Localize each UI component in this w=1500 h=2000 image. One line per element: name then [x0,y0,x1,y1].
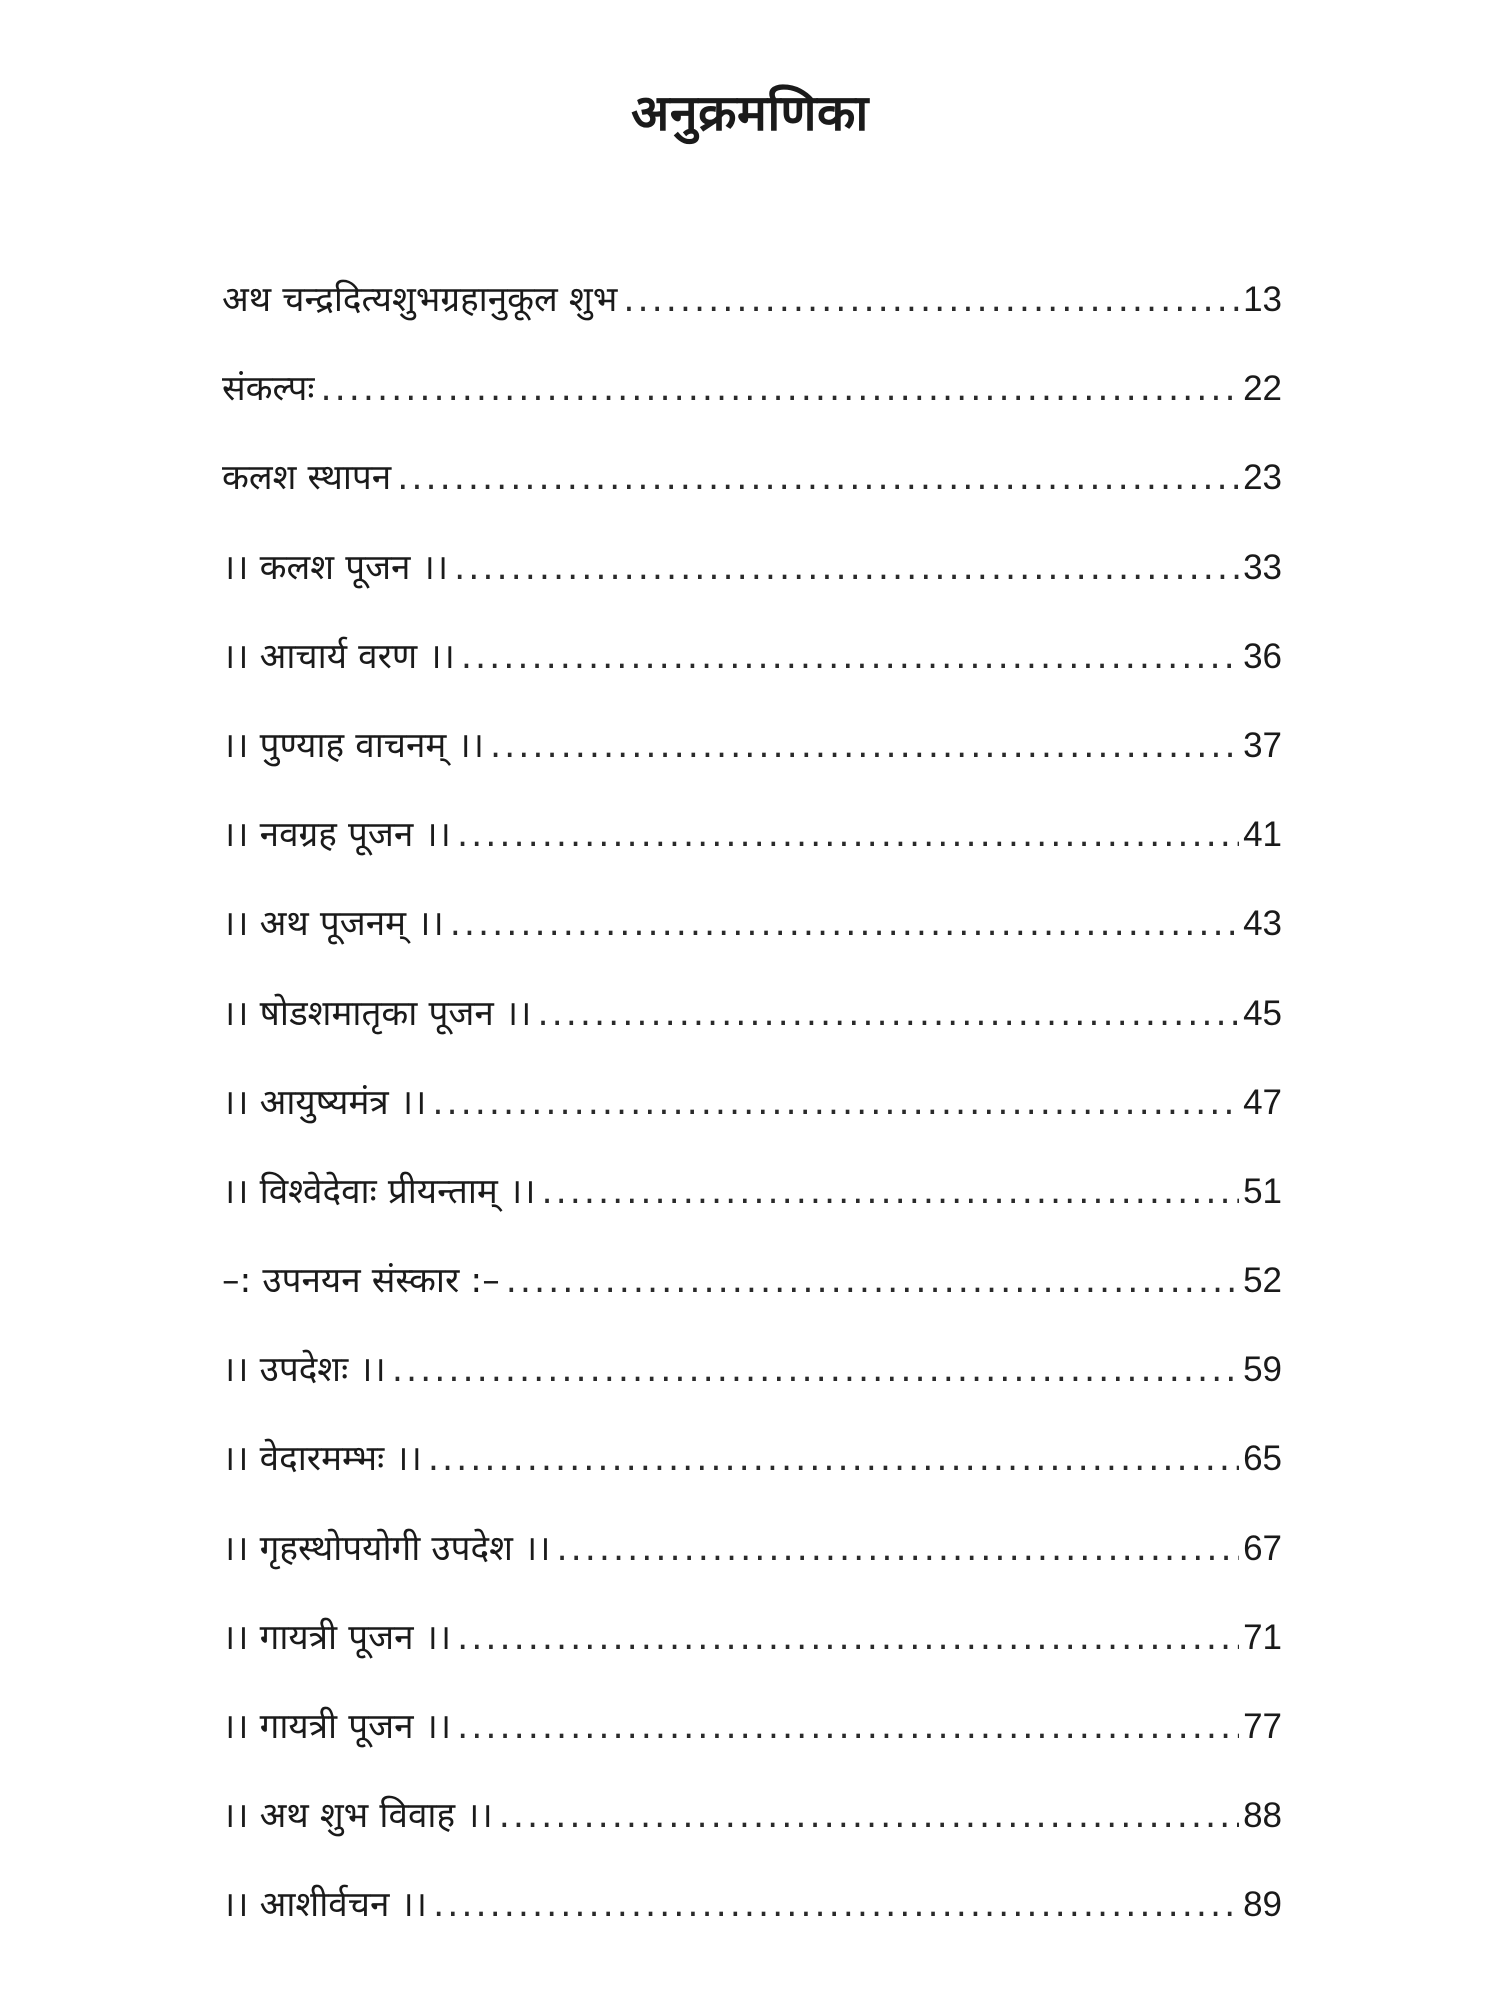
toc-entry-page-number: 37 [1243,725,1282,765]
toc-entry-page-number: 22 [1243,369,1282,409]
toc-entry [222,1519,1282,1608]
toc-entry [222,1786,1282,1875]
toc-entry-label: ।। गृहस्थोपयोगी उपदेश ।। [222,1528,551,1569]
toc-entry-label: ।। वेदारमम्भः ।। [222,1439,422,1480]
toc-entry-page-number: 52 [1243,1261,1282,1301]
toc-entry-page-number: 33 [1243,547,1282,587]
toc-entry-page-number: 59 [1243,1350,1282,1390]
toc-entry-label: संकल्पः [222,369,315,410]
toc-entry-label: ।। विश्वेदेवाः प्रीयन्ताम् ।। [222,1171,536,1212]
toc-entry-page-number: 36 [1243,636,1282,676]
toc-entry [222,359,1282,448]
toc-entry-label: ।। आशीर्वचन ।। [222,1885,428,1926]
table-of-contents [222,270,1282,1965]
dot-leader [450,894,1239,954]
toc-entry-page-number: 13 [1243,280,1282,319]
toc-entry-label: ।। अथ शुभ विवाह ।। [222,1796,493,1837]
dot-leader [461,627,1239,687]
toc-entry-label: ।। कलश पूजन ।। [222,547,449,588]
toc-entry [222,984,1282,1073]
dot-leader [490,716,1239,776]
toc-entry-label: ।। षोडशमातृका पूजन ।। [222,993,532,1034]
dot-leader [537,984,1239,1044]
toc-entry-label: अथ चन्द्रदित्यशुभग्रहानुकूल शुभ [222,280,618,320]
dot-leader [623,270,1239,330]
toc-entry-page-number: 88 [1243,1796,1282,1836]
toc-entry [222,538,1282,627]
toc-entry [222,1697,1282,1786]
toc-entry-label: ।। उपदेशः ।। [222,1350,386,1391]
toc-entry-page-number: 51 [1243,1171,1282,1211]
toc-entry-page-number: 89 [1243,1885,1282,1925]
toc-entry-label: ।। नवग्रह पूजन ।। [222,815,451,856]
toc-entry-page-number: 45 [1243,993,1282,1033]
dot-leader [457,805,1239,865]
toc-entry [222,1429,1282,1518]
toc-entry [222,716,1282,805]
toc-entry [222,270,1282,359]
toc-entry [222,1162,1282,1251]
dot-leader [433,1875,1239,1935]
dot-leader [454,538,1239,598]
toc-entry-page-number: 47 [1243,1082,1282,1122]
toc-entry-label: ।। गायत्री पूजन ।। [222,1617,452,1658]
toc-entry-label: कलश स्थापन [222,458,392,499]
toc-entry-label: ।। पुण्याह वाचनम् ।। [222,725,484,766]
toc-entry-label: ।। आचार्य वरण ।। [222,636,455,677]
toc-entry-page-number: 67 [1243,1528,1282,1568]
toc-entry-label: –: उपनयन संस्कार :– [222,1261,500,1302]
dot-leader [321,359,1240,419]
page-title: अनुक्रमणिका [631,84,869,142]
toc-entry [222,805,1282,894]
toc-entry-page-number: 23 [1243,458,1282,498]
toc-entry-label: ।। अथ पूजनम् ।। [222,904,444,945]
dot-leader [392,1340,1239,1400]
toc-entry-page-number: 43 [1243,904,1282,944]
toc-entry [222,1073,1282,1162]
dot-leader [432,1073,1239,1133]
dot-leader [428,1429,1239,1489]
toc-entry-label: ।। आयुष्यमंत्र ।। [222,1082,427,1123]
dot-leader [499,1786,1239,1846]
toc-entry-label: ।। गायत्री पूजन ।। [222,1707,452,1747]
dot-leader [457,1608,1239,1668]
toc-entry-page-number: 77 [1243,1707,1282,1746]
toc-entry-page-number: 65 [1243,1439,1282,1479]
dot-leader [506,1251,1239,1311]
toc-entry [222,627,1282,716]
toc-entry-page-number: 41 [1243,815,1282,855]
dot-leader [457,1697,1239,1757]
toc-entry [222,448,1282,537]
toc-entry [222,894,1282,983]
dot-leader [541,1162,1239,1222]
toc-entry [222,1875,1282,1964]
toc-entry [222,1251,1282,1340]
toc-entry [222,1340,1282,1429]
toc-entry-page-number: 71 [1243,1617,1282,1657]
toc-entry [222,1608,1282,1697]
dot-leader [397,448,1239,508]
dot-leader [557,1519,1240,1579]
